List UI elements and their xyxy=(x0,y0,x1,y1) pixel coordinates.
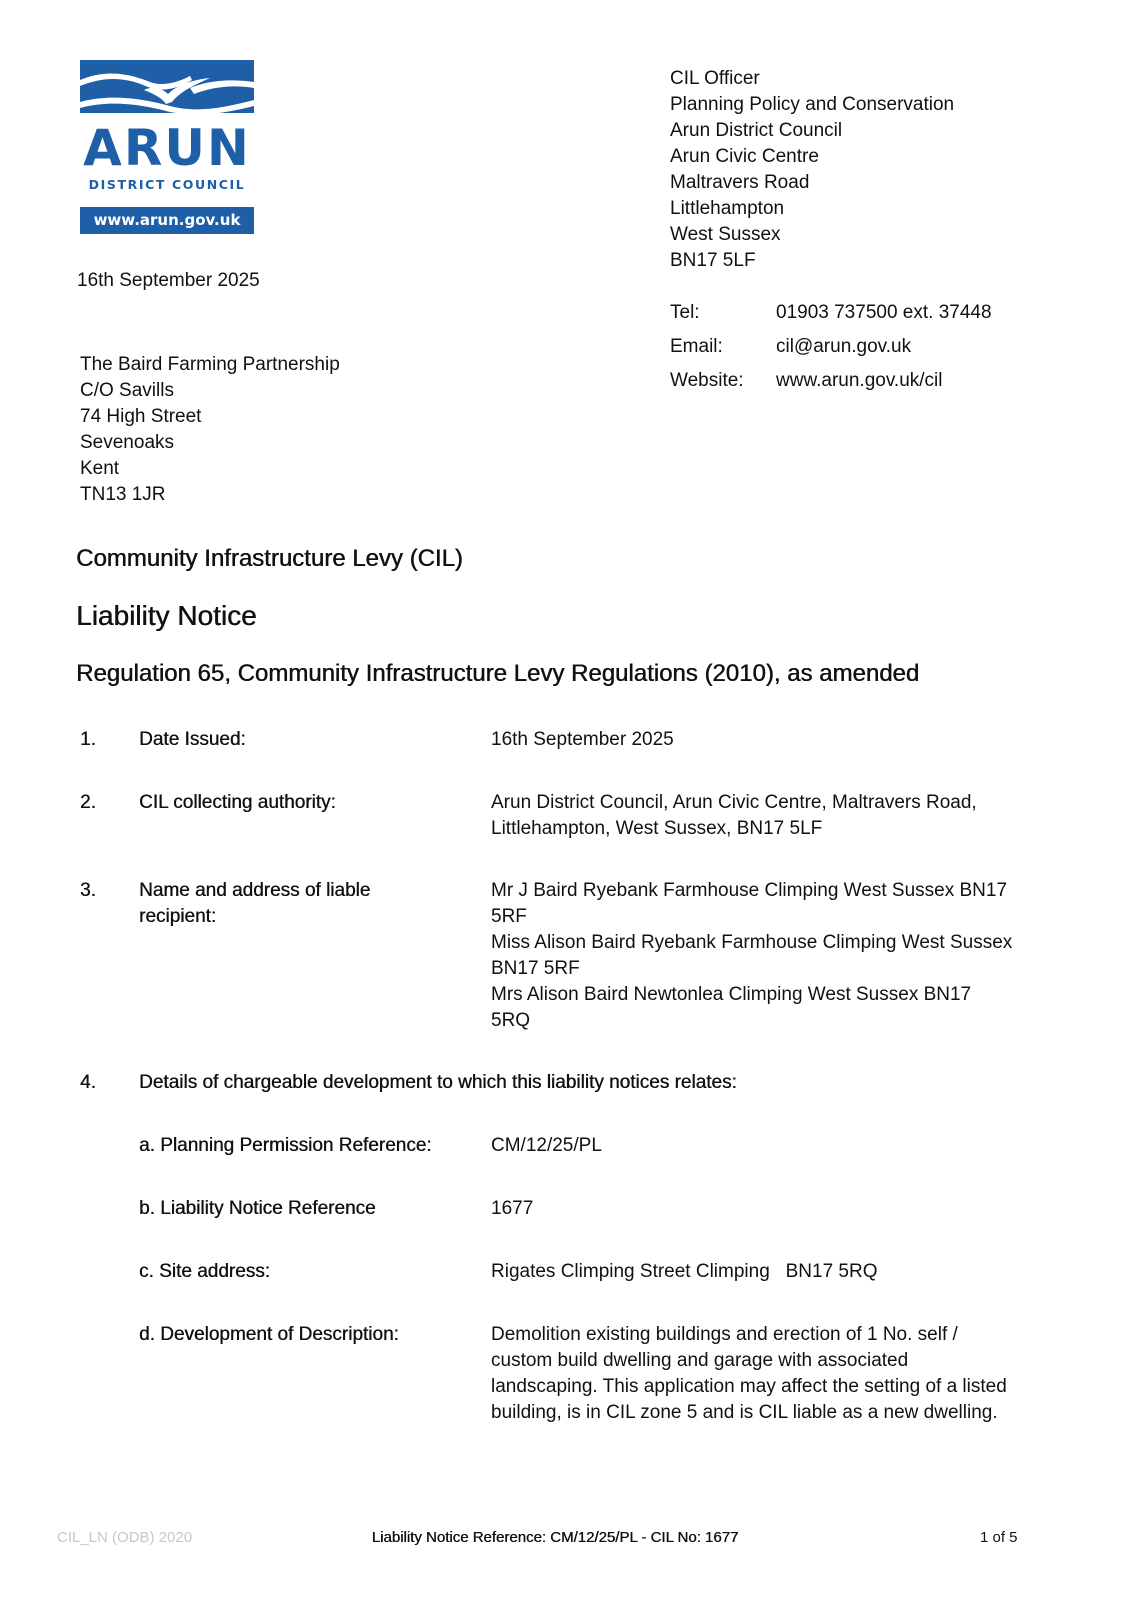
footer-form-code: CIL_LN (ODB) 2020 xyxy=(57,1529,193,1546)
detail-label: a. Planning Permission Reference: xyxy=(139,1135,432,1156)
sender-line: Planning Policy and Conservation xyxy=(670,94,955,115)
logo-wordmark: ARUN xyxy=(83,119,251,177)
recipient-line: The Baird Farming Partnership xyxy=(80,354,340,375)
sender-line: Maltravers Road xyxy=(670,172,810,193)
document-heading: Community Infrastructure Levy (CIL) xyxy=(76,545,463,572)
letter-date: 16th September 2025 xyxy=(77,270,260,291)
contact-details xyxy=(670,296,992,398)
sender-line: West Sussex xyxy=(670,224,781,245)
value-line: 5RF xyxy=(491,906,527,927)
section-label xyxy=(139,878,370,930)
section-value xyxy=(491,878,1081,1034)
sender-line: Arun District Council xyxy=(670,120,843,141)
section-label: Date Issued: xyxy=(139,729,246,750)
page-number: 1 of 5 xyxy=(980,1529,1018,1546)
detail-value: Rigates Climping Street Climping BN17 5RQ xyxy=(491,1261,878,1282)
section-number: 3. xyxy=(80,880,96,901)
recipient-line: TN13 1JR xyxy=(80,484,166,505)
logo-website: www.arun.gov.uk xyxy=(80,207,254,234)
contact-label: Tel: xyxy=(670,302,700,323)
contact-label: Website: xyxy=(670,370,744,391)
value-line: custom build dwelling and garage with associated xyxy=(491,1350,909,1371)
detail-value: 1677 xyxy=(491,1198,534,1219)
value-line: 5RQ xyxy=(491,1010,531,1031)
value-line: Arun District Council, Arun Civic Centre, Maltravers Road, xyxy=(491,792,977,813)
section-number: 4. xyxy=(80,1072,96,1093)
value-line: building, is in CIL zone 5 and is CIL liable as a new dwelling. xyxy=(491,1402,998,1423)
recipient-line: 74 High Street xyxy=(80,406,202,427)
label-line: Name and address of liable xyxy=(139,880,371,901)
contact-tel xyxy=(670,296,992,330)
section-number: 2. xyxy=(80,792,96,813)
contact-label: Email: xyxy=(670,336,723,357)
sender-line: Littlehampton xyxy=(670,198,785,219)
contact-website xyxy=(670,364,992,398)
value-line: Mr J Baird Ryebank Farmhouse Climping West Sussex BN17 xyxy=(491,880,1008,901)
contact-email xyxy=(670,330,992,364)
section-label: CIL collecting authority: xyxy=(139,792,336,813)
document-title: Liability Notice xyxy=(76,600,257,631)
detail-label: d. Development of Description: xyxy=(139,1324,399,1345)
sender-line: Arun Civic Centre xyxy=(670,146,819,167)
footer-reference: Liability Notice Reference: CM/12/25/PL - CIL No: 1677 xyxy=(371,1529,739,1546)
section-number: 1. xyxy=(80,729,96,750)
value-line: Mrs Alison Baird Newtonlea Climping West Sussex BN17 xyxy=(491,984,972,1005)
recipient-line: Kent xyxy=(80,458,120,479)
document-subheading: Regulation 65, Community Infrastructure Levy Regulations (2010), as amended xyxy=(76,660,920,687)
contact-value: www.arun.gov.uk/cil xyxy=(776,370,943,391)
logo-subtitle: DISTRICT COUNCIL xyxy=(88,177,246,192)
value-line: BN17 5RF xyxy=(491,958,580,979)
council-logo xyxy=(80,60,254,235)
sender-line: BN17 5LF xyxy=(670,250,756,271)
recipient-address xyxy=(80,352,340,508)
sender-line: CIL Officer xyxy=(670,68,760,89)
contact-value: 01903 737500 ext. 37448 xyxy=(776,302,992,323)
contact-value: cil@arun.gov.uk xyxy=(776,336,912,357)
detail-value: CM/12/25/PL xyxy=(491,1135,602,1156)
section-value xyxy=(491,790,1081,842)
recipient-line: Sevenoaks xyxy=(80,432,175,453)
recipient-line: C/O Savills xyxy=(80,380,174,401)
label-line: recipient: xyxy=(139,906,217,927)
sender-address xyxy=(670,66,954,274)
value-line: landscaping. This application may affect the setting of a listed xyxy=(491,1376,1007,1397)
value-line: Miss Alison Baird Ryebank Farmhouse Climping West Sussex xyxy=(491,932,1013,953)
value-line: Littlehampton, West Sussex, BN17 5LF xyxy=(491,818,823,839)
detail-label: b. Liability Notice Reference xyxy=(139,1198,376,1219)
section-label: Details of chargeable development to which this liability notices relates: xyxy=(139,1072,737,1093)
section-value: 16th September 2025 xyxy=(491,729,674,750)
seagull-logo-icon xyxy=(80,60,254,113)
detail-value xyxy=(491,1322,1081,1426)
detail-label: c. Site address: xyxy=(139,1261,270,1282)
value-line: Demolition existing buildings and erection of 1 No. self / xyxy=(491,1324,958,1345)
